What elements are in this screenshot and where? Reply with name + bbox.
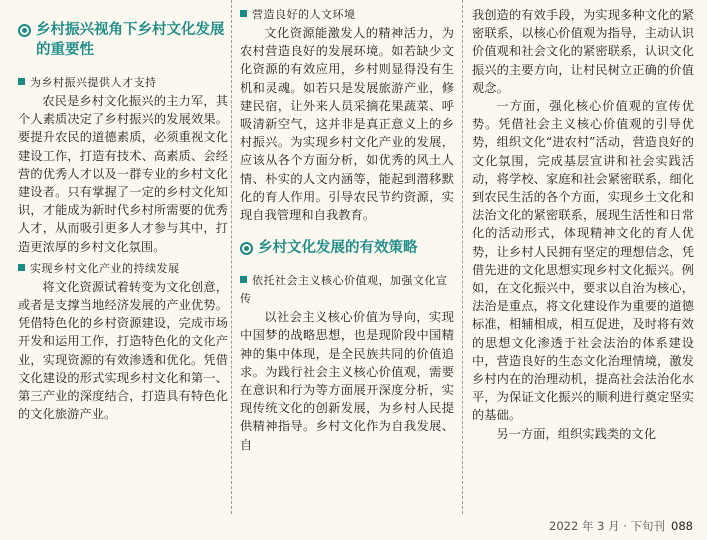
section-title [18, 20, 228, 60]
circle-bullet-icon [240, 242, 253, 255]
circle-bullet-icon [18, 24, 31, 37]
paragraph: 一方面，强化核心价值观的宣传优势。凭借社会主义核心价值观的引导优势，组织文化“进农村”活动，营造良好的文化氛围，完成基层宣讲和社会实践活动，将学校、家庭和社会紧密联系，细化到农民生活的各个方面，实现乡土文化和法治文化的紧密联系，展现生活性和日常化的活动形式，体现精神文化的育人优势，让乡村人民拥有坚定的理想信念，凭借先进的文化思想实现乡村文化振兴。例如，在文化振兴中，要求以自治为核心，法治是重点，将文化建设作为重要的道德标准，相辅相成，相互促进，及时将有效的思想文化渗透于社会法治的体系建设中，营造良好的生态文化治理情境，激发乡村内在的治理动机，提高社会法治化水平，为保证文化振兴的顺利进行奠定坚实的基础。 [472, 99, 694, 423]
section-title-text: 乡村文化发展的有效策略 [258, 240, 418, 257]
column-1 [18, 6, 228, 423]
page-number: 088 [671, 519, 693, 533]
square-bullet-icon [18, 264, 25, 271]
section-title-text: 乡村振兴视角下乡村文化发展的重要性 [36, 22, 225, 58]
paragraph: 文化资源能激发人的精神活力，为农村营造良好的发展环境。如若缺少文化资源的有效应用，乡村则显得没有生机和灵魂。如若只是发展旅游产业，修建民宿，让外来人员采摘花果蔬菜、呼吸清新空气，这并非是真正意义上的乡村振兴。为实现乡村文化产业的发展，应该从各个方面分析，如优秀的风土人情、朴实的人文内涵等，能起到潜移默化的育人作用。引导农民节约资源，实现自我管理和自我教育。 [240, 26, 454, 223]
section-title [240, 238, 454, 258]
paragraph: 农民是乡村文化振兴的主力军，其个人素质决定了乡村振兴的发展效果。要提升农民的道德素质，必须重视文化建设工作，打造有技术、高素质、会经营的优秀人才以及一群专业的乡村文化建设者。只有掌握了一定的乡村文化知识，才能成为新时代乡村所需要的优秀人才，从而吸引更多人才参与其中，打造更浓厚的乡村文化氛围。 [18, 94, 228, 254]
subheading-text: 营造良好的人文环境 [252, 8, 356, 21]
column-2 [240, 6, 454, 454]
subheading [240, 272, 454, 308]
paragraph: 另一方面，组织实践类的文化 [496, 426, 657, 441]
subheading-text: 实现乡村文化产业的持续发展 [30, 261, 180, 275]
paragraph: 以社会主义核心价值为导向，实现中国梦的战略思想，也是现阶段中国精神的集中体现，是全民族共同的价值追求。为践行社会主义核心价值观，需要在意识和行为等方面展开深度分析，实现传统文化的创新发展，为乡村人民提供精神指导。乡村文化作为自我发展、自 [240, 310, 454, 452]
paragraph: 将文化资源试着转变为文化创意，或者是支撑当地经济发展的产业优势。凭借特色化的乡村资源建设，完成市场开发和运用工作，打造特色化的文化产业，实现资源的有效渗透和优化。凭借文化建设的形式实现乡村文化和第一、第三产业的深度结合，打造具有特色化的文化旅游产业。 [18, 279, 228, 422]
column-divider [231, 0, 232, 514]
issue-label: 2022 年 3 月 · 下旬刊 [549, 519, 666, 533]
square-bullet-icon [240, 276, 247, 283]
subheading-text: 为乡村振兴提供人才支持 [30, 76, 157, 89]
column-3 [472, 6, 694, 443]
paragraph: 我创造的有效手段，为实现多种文化的紧密联系，以核心价值观为指导，主动认识价值观和社会文化的紧密联系，认识文化振兴的主要方向，让村民树立正确的价值观念。 [472, 8, 694, 95]
page-footer [549, 518, 693, 534]
square-bullet-icon [240, 10, 247, 17]
subheading [240, 6, 454, 24]
column-divider [462, 0, 463, 514]
subheading-text: 依托社会主义核心价值观，加强文化宣传 [240, 274, 448, 306]
square-bullet-icon [18, 78, 25, 85]
subheading [18, 74, 228, 92]
subheading [18, 260, 228, 278]
